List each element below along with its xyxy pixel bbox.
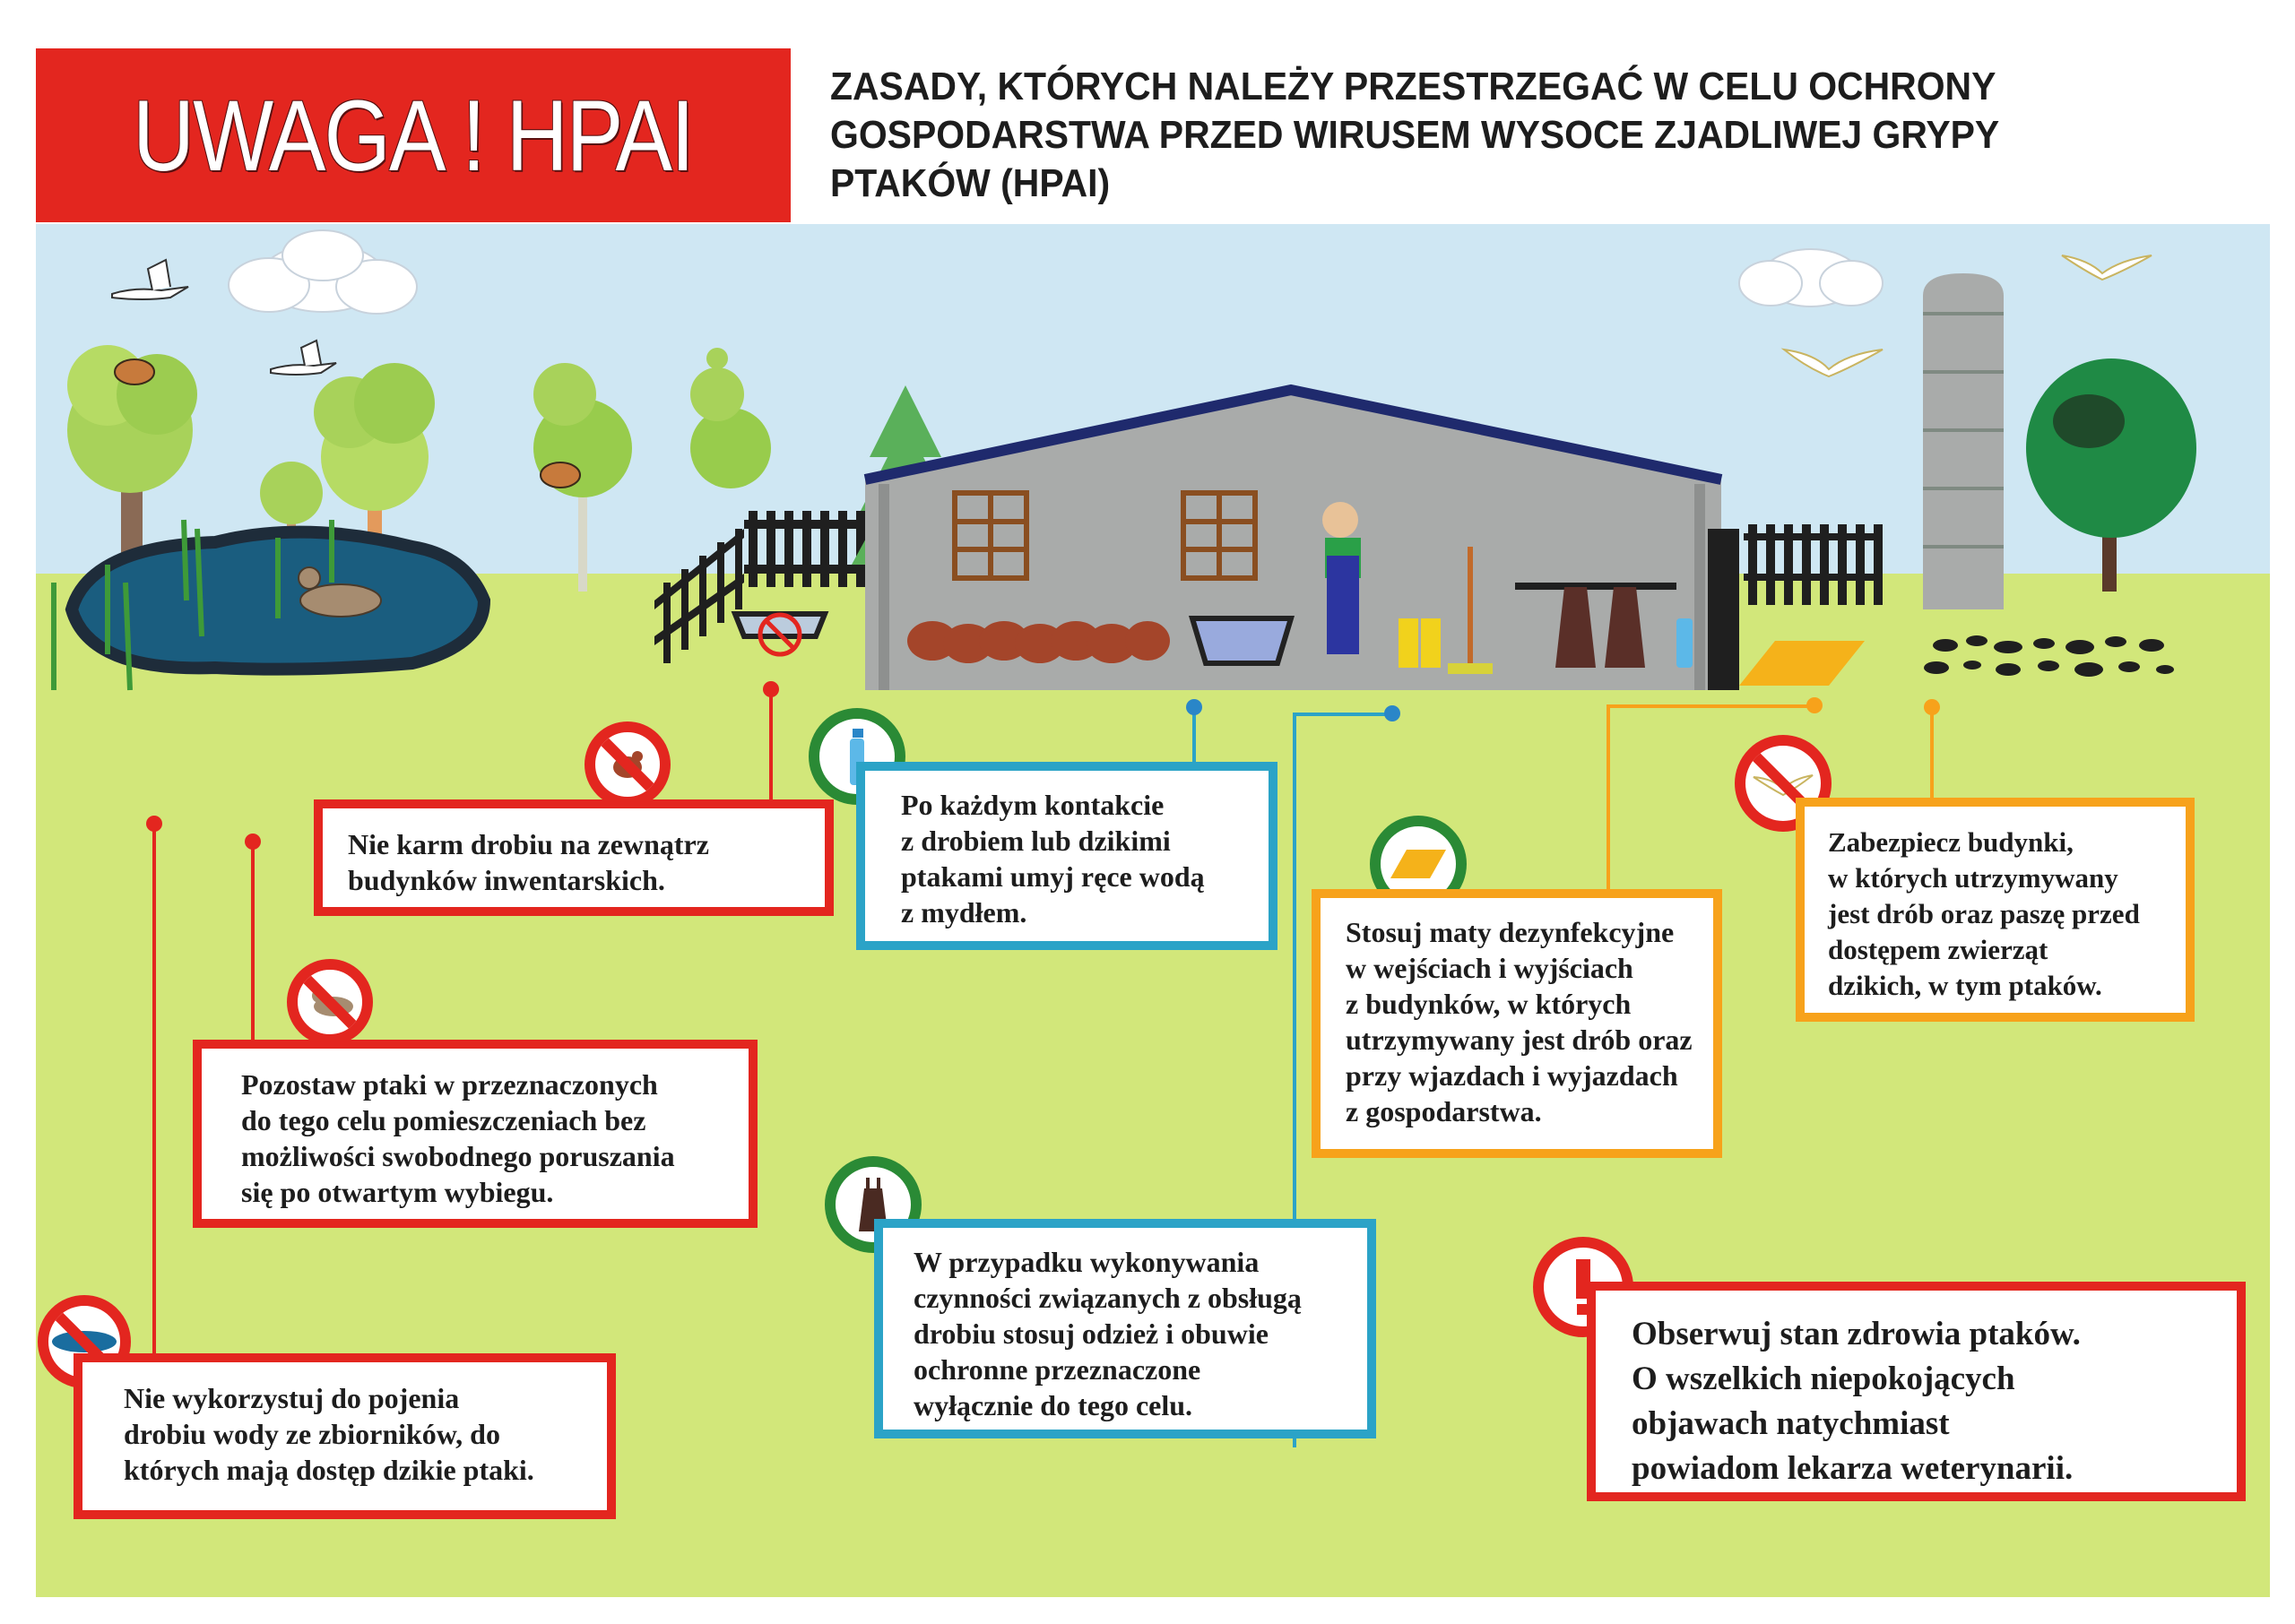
rule-text: jest drób oraz paszę przed [1828,898,2140,929]
no-chicken-icon [585,721,671,808]
connector-line [1293,713,1391,716]
outdoor-feeder-icon [735,614,825,654]
connector-dot [245,834,261,850]
robin-icon [541,462,580,488]
flying-swan-icon [271,341,336,375]
connector-dot [1806,697,1823,713]
rule-keep-birds-indoors [193,1040,758,1228]
farmer-icon [1322,502,1361,654]
connector-line [769,690,773,799]
rule-text: przy wjazdach i wyjazdach [1346,1059,1678,1092]
stones-icon [1924,635,2174,677]
fence [1744,524,1883,605]
rule-text: drobiu stosuj odzież i obuwie [914,1317,1269,1350]
indoor-feeder-icon [1192,618,1291,663]
rule-text: drobiu wody ze zbiorników, do [124,1418,500,1450]
headline [830,63,2265,208]
rule-text: Stosuj maty dezynfekcyjne [1346,916,1675,948]
connector-line [1606,704,1813,708]
connector-line [251,842,255,1040]
disinfection-mat-icon [1739,641,1865,686]
rule-text: objawach natychmiast [1632,1405,1950,1442]
connector-dot [763,681,779,697]
connector-line [152,825,156,1353]
rule-text: Pozostaw ptaki w przeznaczonych [241,1068,658,1101]
rule-text: z gospodarstwa. [1346,1095,1542,1127]
connector-line [1606,704,1610,893]
rule-text: czynności związanych z obsługą [914,1282,1302,1314]
headline-line: ZASADY, KTÓRYCH NALEŻY PRZESTRZEGAĆ W CELU OCHRONY [830,65,1996,108]
rule-text: z drobiem lub dzikimi [901,825,1171,857]
rule-no-open-water [74,1353,616,1519]
rule-observe-health [1587,1282,2246,1501]
rule-text: do tego celu pomieszczeniach bez [241,1104,646,1136]
rule-wash-hands [856,762,1277,950]
connector-dot [1384,705,1400,721]
silo [1923,273,2004,609]
rule-text: powiadom lekarza weterynarii. [1632,1450,2074,1487]
rule-no-outdoor-feeding [314,799,834,916]
rule-text: w których utrzymywany [1828,862,2118,894]
tree-icon [690,348,771,488]
headline-line: PTAKÓW (HPAI) [830,161,1111,205]
rule-text: wyłącznie do tego celu. [914,1389,1193,1421]
rule-text: z mydłem. [901,896,1027,929]
rule-text: W przypadku wykonywania [914,1246,1260,1278]
connector-dot [1924,699,1940,715]
rule-text: Nie wykorzystuj do pojenia [124,1382,460,1414]
rule-text: ptakami umyj ręce wodą [901,860,1205,893]
rule-text: ochronne przeznaczone [914,1353,1201,1386]
spray-bottle-icon [1676,618,1693,668]
rule-text: z budynków, w których [1346,988,1632,1020]
rule-text: Obserwuj stan zdrowia ptaków. [1632,1316,2081,1352]
connector-line [1930,708,1934,807]
farm-scene [36,224,2270,1597]
warning-banner [36,48,791,222]
robin-icon [115,359,154,384]
rule-text: O wszelkich niepokojących [1632,1361,2015,1397]
rule-text: których mają dostęp dzikie ptaki. [124,1454,534,1486]
connector-dot [1186,699,1202,715]
rule-text: Po każdym kontakcie [901,789,1165,821]
fence [654,511,879,663]
rule-text: możliwości swobodnego poruszania [241,1140,675,1172]
no-duck-icon [287,959,373,1045]
rule-secure-buildings [1796,798,2195,1022]
rule-text: dostępem zwierząt [1828,934,2048,965]
rule-text: budynków inwentarskich. [348,864,665,896]
rule-disinfection-mats [1312,889,1722,1158]
rule-protective-clothing [874,1219,1376,1438]
flying-swan-icon [112,260,188,299]
headline-line: GOSPODARSTWA PRZED WIRUSEM WYSOCE ZJADLIWEJ GRYPY [830,113,2000,157]
connector-dot [146,816,162,832]
rule-text: w wejściach i wyjściach [1346,952,1633,984]
poultry-barn [865,390,1739,690]
banner-title: UWAGA ! HPAI [133,79,694,192]
rule-text: utrzymywany jest drób oraz [1346,1024,1693,1056]
tree-icon [2026,358,2196,592]
rule-text: dzikich, w tym ptaków. [1828,970,2102,1001]
rule-text: Zabezpiecz budynki, [1828,826,2074,858]
rule-text: się po otwartym wybiegu. [241,1176,554,1208]
cloud-icon [1739,249,1883,307]
rule-text: Nie karm drobiu na zewnątrz [348,828,709,860]
cloud-icon [229,230,417,314]
